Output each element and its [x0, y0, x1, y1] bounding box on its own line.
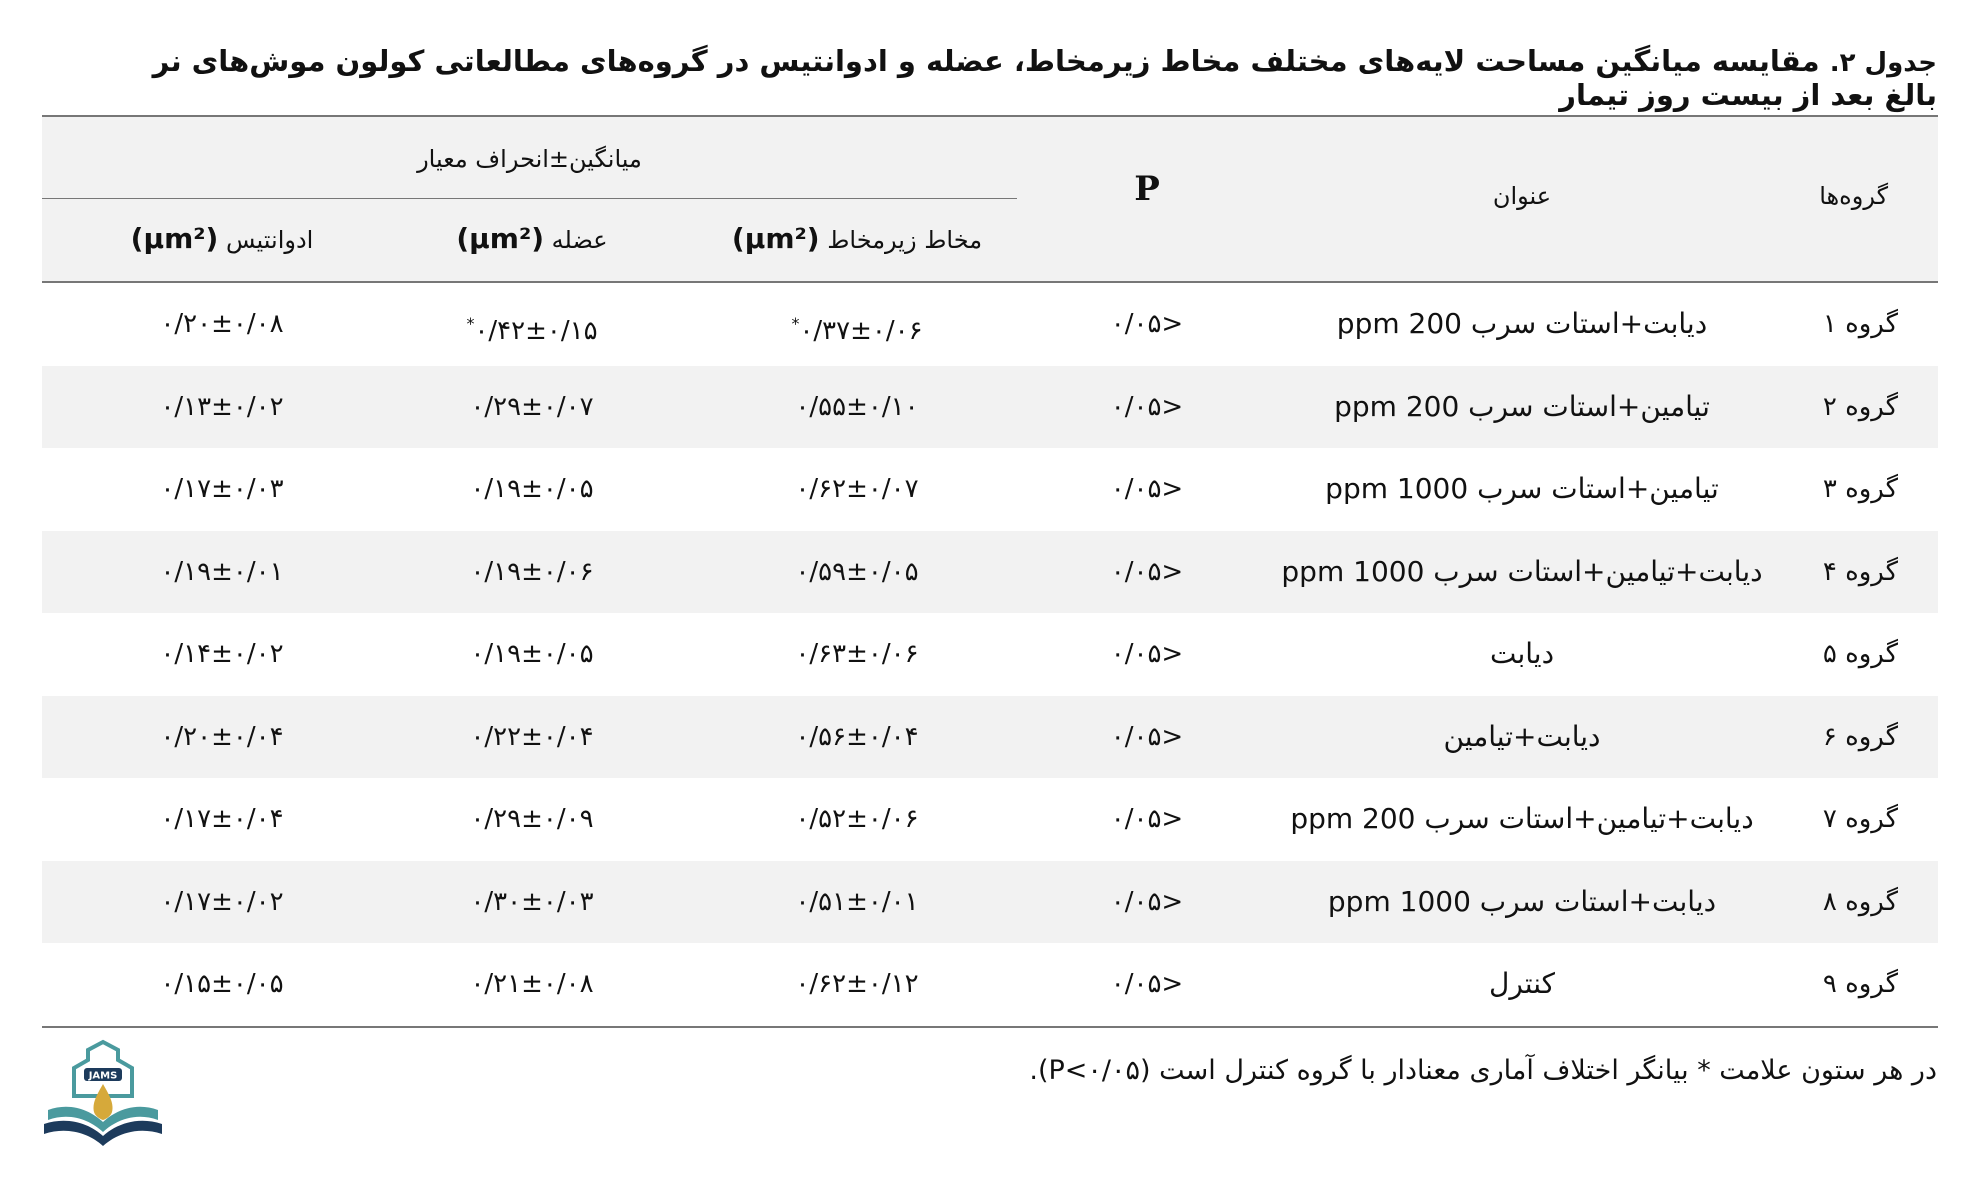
- table-footnote: در هر ستون علامت * بیانگر اختلاف آماری معنادار با گروه کنترل است (P<۰/۰۵).: [1029, 1055, 1937, 1086]
- data-table: [42, 115, 1938, 1028]
- cell-mucosa: [697, 283, 1017, 373]
- cell-title: دیابت: [1489, 637, 1555, 670]
- table-row: [42, 366, 1938, 449]
- cell-group: گروه ۷: [1822, 804, 1898, 834]
- cell-group: گروه ۳: [1822, 474, 1898, 504]
- cell-mucosa: ۰/۶۳±۰/۰۶: [795, 639, 919, 669]
- cell-group: گروه ۲: [1822, 391, 1898, 422]
- cell-group: گروه ۴: [1822, 556, 1898, 587]
- cell-value: ۰/۳۷±۰/۰۶: [799, 316, 923, 346]
- cell-adventitia: ۰/۱۳±۰/۰۲: [160, 391, 284, 422]
- cell-group: گروه ۹: [1822, 969, 1898, 999]
- table-header: [42, 117, 1938, 283]
- cell-adventitia: ۰/۱۷±۰/۰۳: [160, 474, 284, 504]
- cell-p: <۰/۰۵: [1110, 639, 1184, 669]
- cell-mucosa: ۰/۵۲±۰/۰۶: [795, 804, 919, 834]
- caption-label: جدول ۲.: [1829, 48, 1937, 78]
- cell-adventitia: ۰/۱۵±۰/۰۵: [160, 969, 284, 999]
- cell-muscle: ۰/۲۲±۰/۰۴: [470, 721, 594, 752]
- header-mucosa-unit: (µm²): [731, 222, 820, 255]
- cell-adventitia: ۰/۱۷±۰/۰۲: [160, 886, 284, 917]
- table-row: [42, 943, 1938, 1026]
- cell-muscle: ۰/۲۹±۰/۰۹: [470, 804, 594, 834]
- cell-title: کنترل: [1488, 967, 1556, 1000]
- cell-mucosa: ۰/۶۲±۰/۰۷: [795, 474, 919, 504]
- cell-p: <۰/۰۵: [1110, 474, 1184, 504]
- cell-adventitia: ۰/۱۴±۰/۰۲: [160, 639, 284, 669]
- cell-mucosa: ۰/۵۵±۰/۱۰: [795, 391, 919, 422]
- header-muscle-label: عضله: [551, 226, 608, 254]
- cell-p: <۰/۰۵: [1110, 309, 1184, 339]
- cell-group: گروه ۶: [1822, 721, 1898, 752]
- header-title: عنوان: [1492, 182, 1552, 210]
- cell-adventitia: ۰/۱۹±۰/۰۱: [160, 556, 284, 587]
- table-row: [42, 613, 1938, 696]
- cell-title: دیابت+تیامین+استات سرب 1000 ppm: [1281, 554, 1763, 588]
- cell-muscle: ۰/۱۹±۰/۰۵: [470, 474, 594, 504]
- table-row: [42, 696, 1938, 779]
- header-muscle: [382, 222, 682, 255]
- logo-text: JAMS: [88, 1070, 118, 1082]
- cell-mucosa: ۰/۶۲±۰/۱۲: [795, 969, 919, 999]
- table-row: [42, 861, 1938, 944]
- cell-p: <۰/۰۵: [1110, 969, 1184, 999]
- cell-muscle: [382, 283, 682, 373]
- cell-p: <۰/۰۵: [1110, 556, 1184, 587]
- cell-mucosa: ۰/۵۶±۰/۰۴: [795, 721, 919, 752]
- cell-title: دیابت+تیامین: [1443, 719, 1601, 753]
- cell-mucosa: ۰/۵۹±۰/۰۵: [795, 556, 919, 587]
- cell-muscle: ۰/۱۹±۰/۰۵: [470, 639, 594, 669]
- header-adventitia-unit: (µm²): [130, 222, 219, 255]
- cell-title: دیابت+استات سرب 200 ppm: [1336, 307, 1708, 340]
- cell-muscle: ۰/۲۱±۰/۰۸: [470, 969, 594, 999]
- cell-p: <۰/۰۵: [1110, 804, 1184, 834]
- table-row: [42, 531, 1938, 614]
- cell-adventitia: ۰/۲۰±۰/۰۴: [160, 721, 284, 752]
- header-muscle-unit: (µm²): [456, 222, 545, 255]
- table-caption: [120, 44, 1937, 112]
- cell-title: تیامین+استات سرب 1000 ppm: [1325, 472, 1719, 505]
- header-mucosa: [697, 222, 1017, 255]
- table-row: [42, 778, 1938, 861]
- cell-p: <۰/۰۵: [1110, 391, 1184, 422]
- cell-p: <۰/۰۵: [1110, 721, 1184, 752]
- header-mean-sd: میانگین±انحراف معیار: [417, 145, 642, 173]
- significance-star: *: [466, 314, 475, 333]
- jams-logo: [40, 1038, 166, 1148]
- header-mucosa-label: مخاط زیرمخاط: [827, 226, 983, 254]
- significance-star: *: [791, 314, 800, 333]
- cell-mucosa: ۰/۵۱±۰/۰۱: [795, 886, 919, 917]
- table-row: [42, 448, 1938, 531]
- cell-adventitia: ۰/۱۷±۰/۰۴: [160, 804, 284, 834]
- cell-title: تیامین+استات سرب 200 ppm: [1334, 389, 1710, 423]
- cell-muscle: ۰/۲۹±۰/۰۷: [470, 391, 594, 422]
- cell-title: دیابت+تیامین+استات سرب 200 ppm: [1290, 802, 1754, 835]
- cell-muscle: ۰/۳۰±۰/۰۳: [470, 886, 594, 917]
- cell-adventitia: ۰/۲۰±۰/۰۸: [160, 309, 284, 339]
- header-adventitia: [72, 222, 372, 255]
- cell-p: <۰/۰۵: [1110, 886, 1184, 917]
- header-groups: گروه‌ها: [1819, 182, 1888, 210]
- header-p: P: [1134, 169, 1160, 209]
- header-divider: [42, 198, 1017, 199]
- cell-group: گروه ۸: [1822, 886, 1898, 917]
- cell-title: دیابت+استات سرب 1000 ppm: [1327, 884, 1717, 918]
- table-body: [42, 283, 1938, 1026]
- table-row: [42, 283, 1938, 366]
- cell-muscle: ۰/۱۹±۰/۰۶: [470, 556, 594, 587]
- cell-group: گروه ۱: [1822, 309, 1898, 339]
- caption-text: مقایسه میانگین مساحت لایه‌های مختلف مخاط زیرمخاط، عضله و ادوانتیس در گروه‌های مطالعاتی کولون موش‌های نر بالغ بعد از بیست روز تیمار: [152, 44, 1937, 112]
- header-adventitia-label: ادوانتیس: [225, 226, 314, 254]
- cell-group: گروه ۵: [1822, 639, 1898, 669]
- cell-value: ۰/۴۲±۰/۱۵: [474, 316, 598, 346]
